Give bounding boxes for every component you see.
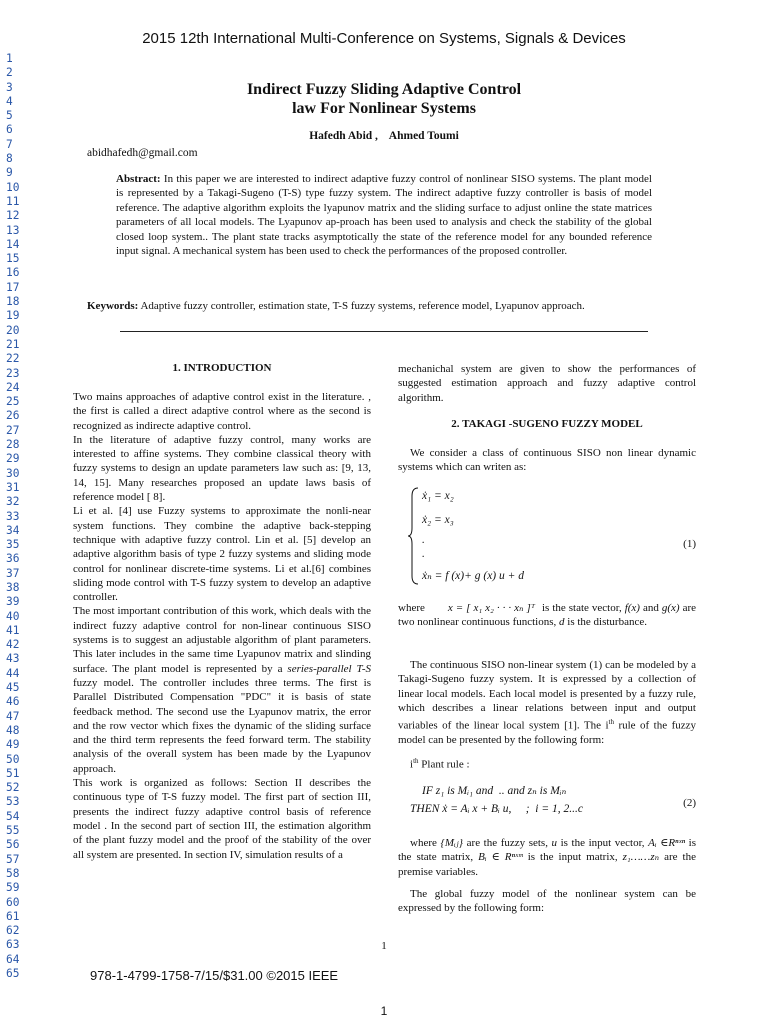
line-number: 51 — [6, 766, 20, 780]
line-number: 24 — [6, 380, 20, 394]
line-number: 28 — [6, 438, 20, 452]
intro-paragraph-1: Two mains approaches of adaptive control exist in the literature. , the first is called a direct adaptive control where as the second is recognized as indirecte adaptive control. — [73, 391, 371, 432]
keywords — [87, 300, 687, 312]
line-number: 58 — [6, 866, 20, 880]
line-number: 15 — [6, 252, 20, 266]
line-number: 2 — [6, 66, 13, 80]
line-number: 36 — [6, 552, 20, 566]
paper-title — [0, 80, 768, 118]
line-number: 53 — [6, 795, 20, 809]
title-line-2: law For Nonlinear Systems — [292, 100, 476, 117]
line-number: 52 — [6, 781, 20, 795]
keywords-label: Keywords: — [87, 300, 139, 312]
line-number: 19 — [6, 309, 20, 323]
line-number: 10 — [6, 180, 20, 194]
line-number: 55 — [6, 824, 20, 838]
line-number: 12 — [6, 209, 20, 223]
section-2-intro: We consider a class of continuous SISO non linear dynamic systems which can writen as: — [398, 447, 696, 474]
line-number: 9 — [6, 166, 13, 180]
line-number: 35 — [6, 538, 20, 552]
ts-model-paragraph: The continuous SISO non-linear system (1) can be modeled by a Takagi-Sugeno fuzzy system. It is expressed by a collection of linear local models. Each local model is presented by a fuzzy rule, which describes a linear relations between input and output variables of the linear local system [1]. The $i^{th}$ rule of the fuzzy model can be presented by the following form: — [398, 659, 696, 747]
intro-paragraph-2: In the literature of adaptive fuzzy control, many works are interested to affine systems. They combine classical theory with fuzzy systems to design an update parameters law such as: [9, 13, 14, 15]. Many researches proposed an update laws basis of reference model [ 8]. — [73, 433, 371, 504]
line-number: 21 — [6, 337, 20, 351]
line-number: 56 — [6, 838, 20, 852]
intro-paragraph-3: Li et al. [4] use Fuzzy systems to approximate the nonli-near system functions. They combine the adaptive back-stepping technique with adaptive fuzzy control. Lin et al. [5] develop an adaptive algorithm basis of type 2 fuzzy systems and sliding mode control for nonlinear discrete-time systems. Li et al.[6] combines sliding mode control with T-S fuzzy system to develop an adaptive controller. — [73, 505, 371, 604]
equation-1-description: where x = [ x₁ x₂ · · · xₙ ]ᵀ is the state vector, f(x) and g(x) are two nonlinear continuous functions, d is the disturbance. — [398, 602, 697, 629]
line-number: 29 — [6, 452, 20, 466]
line-number: 39 — [6, 595, 20, 609]
global-model-paragraph: The global fuzzy model of the nonlinear system can be expressed by the following form: — [398, 888, 696, 915]
title-line-1: Indirect Fuzzy Sliding Adaptive Control — [246, 81, 522, 98]
eq1-line-3: . — [422, 534, 425, 546]
line-number: 37 — [6, 566, 20, 580]
line-number: 65 — [6, 967, 20, 980]
line-number: 6 — [6, 123, 13, 137]
eq1-number: (1) — [683, 538, 696, 550]
line-number: 64 — [6, 952, 20, 966]
line-number: 33 — [6, 509, 20, 523]
eq2-if-line: IF z₁ is Mᵢ₁ and .. and zₙ is Mᵢₙ — [422, 785, 567, 797]
copyright-isbn: 978-1-4799-1758-7/15/$31.00 ©2015 IEEE — [90, 968, 339, 983]
left-column — [73, 390, 371, 862]
line-number: 25 — [6, 395, 20, 409]
author-email: abidhafedh@gmail.com — [87, 147, 198, 159]
line-number: 46 — [6, 695, 20, 709]
equation-2-description: where {Mᵢⱼ} are the fuzzy sets, u is the input vector, Aᵢ ∈Rⁿˣⁿ is the state matrix, Bᵢ ∈ Rⁿˣᵐ is the input matrix, z₁……zₙ are the premise variables. — [398, 837, 697, 878]
line-number: 34 — [6, 523, 20, 537]
line-number-gutter — [6, 52, 36, 981]
authors: Hafedh Abid , Ahmed Toumi — [309, 130, 459, 142]
section-2-heading: 2. TAKAGI -SUGENO FUZZY MODEL — [451, 418, 643, 430]
line-number: 61 — [6, 909, 20, 923]
equation-2 — [410, 781, 696, 821]
line-number: 30 — [6, 466, 20, 480]
equation-1 — [398, 484, 696, 588]
line-number: 5 — [6, 109, 13, 123]
line-number: 27 — [6, 423, 20, 437]
line-number: 63 — [6, 938, 20, 952]
line-number: 49 — [6, 738, 20, 752]
line-number: 22 — [6, 352, 20, 366]
line-number: 32 — [6, 495, 20, 509]
line-number: 17 — [6, 280, 20, 294]
line-number: 42 — [6, 638, 20, 652]
line-number: 4 — [6, 94, 13, 108]
intro-paragraph-5: This work is organized as follows: Section II describes the continuous type of T-S fuzzy model. The first part of section III, presents the indirect fuzzy adaptive control basis of reference model . In the second part of section III, the estimation algorithm of the plant fuzzy model and the proof of the stability of the over all system are presented. In section IV, simulation results of a — [73, 777, 371, 861]
keywords-text: Adaptive fuzzy controller, estimation state, T-S fuzzy systems, reference model, Lyapunov approach. — [138, 300, 585, 312]
line-number: 59 — [6, 881, 20, 895]
line-number: 43 — [6, 652, 20, 666]
line-number: 60 — [6, 895, 20, 909]
abstract-label: Abstract: — [116, 173, 161, 185]
plant-rule-label: $i^{th}$ Plant rule : — [410, 757, 470, 771]
line-number: 40 — [6, 609, 20, 623]
page-number-body: 1 — [381, 940, 387, 952]
line-number: 31 — [6, 480, 20, 494]
eq1-line-1: ẋ₁ = x₂ — [422, 490, 454, 502]
line-number: 18 — [6, 295, 20, 309]
conference-header: 2015 12th International Multi-Conference on Systems, Signals & Devices — [142, 30, 626, 47]
eq1-line-4: . — [422, 548, 425, 560]
line-number: 16 — [6, 266, 20, 280]
line-number: 3 — [6, 80, 13, 94]
line-number: 11 — [6, 194, 20, 208]
line-number: 47 — [6, 709, 20, 723]
line-number: 8 — [6, 152, 13, 166]
eq2-then-line: THEN ẋ = Aᵢ x + Bᵢ u, ; i = 1, 2...c — [410, 803, 583, 815]
line-number: 26 — [6, 409, 20, 423]
line-number: 38 — [6, 580, 20, 594]
right-column-continuation: mechanichal system are given to show the performances of suggested estimation approach and fuzzy adaptive control algorithm. — [398, 363, 696, 404]
page-number-footer: 1 — [380, 1004, 388, 1018]
intro-paragraph-4: The most important contribution of this work, which deals with the indirect fuzzy adaptive control for non-linear continuous SISO systems is to suggest an adjustable algorithm of plant parameters. This later includes in the same time Lyapunov matrix and slinding surface. The plant model is represented by a series-parallel T-S fuzzy model. The controller includes three terms. The first is Parallel Distributed Compensation "PDC" it is basis of state feedback method. The second use the Lyapunov matrix, the error and the row vector which fixes the dynamic of the sliding surface and the third term represents the feed forward term. The stability analysis of the overall system has been made by the Lyapunov approach. — [73, 605, 371, 775]
left-brace-icon — [408, 486, 420, 586]
section-1-heading: 1. INTRODUCTION — [172, 362, 272, 374]
line-number: 54 — [6, 809, 20, 823]
line-number: 48 — [6, 723, 20, 737]
line-number: 23 — [6, 366, 20, 380]
abstract-text: In this paper we are interested to indirect adaptive fuzzy control of nonlinear SISO systems. The plant model is represented by a Takagi-Sugeno (T-S) type fuzzy system. The indirect adaptive fuzzy controller is basis of model reference. The adaptive algorithm exploits the lyapunov matrix and the sliding surface to adjust online the state matrices parameters of all local models. The Lyapunov ap-proach has been used to analysis and check the stability of the global closed loop system.. The plant state tracks asymptotically the state of the reference model for any bounded reference input signal. A mechanical system has been used to check the performances of the proposed controller. — [116, 173, 652, 258]
line-number: 7 — [6, 137, 13, 151]
line-number: 20 — [6, 323, 20, 337]
line-number: 1 — [6, 52, 13, 65]
line-number: 14 — [6, 237, 20, 251]
line-number: 62 — [6, 924, 20, 938]
line-number: 41 — [6, 623, 20, 637]
abstract — [116, 172, 652, 258]
line-number: 45 — [6, 681, 20, 695]
eq1-line-5: ẋₙ = f (x)+ g (x) u + d — [422, 570, 525, 582]
line-number: 50 — [6, 752, 20, 766]
section-divider — [120, 331, 648, 332]
line-number: 57 — [6, 852, 20, 866]
line-number: 13 — [6, 223, 20, 237]
eq1-line-2: ẋ₂ = x₃ — [422, 514, 454, 526]
eq2-number: (2) — [683, 797, 696, 809]
line-number: 44 — [6, 666, 20, 680]
